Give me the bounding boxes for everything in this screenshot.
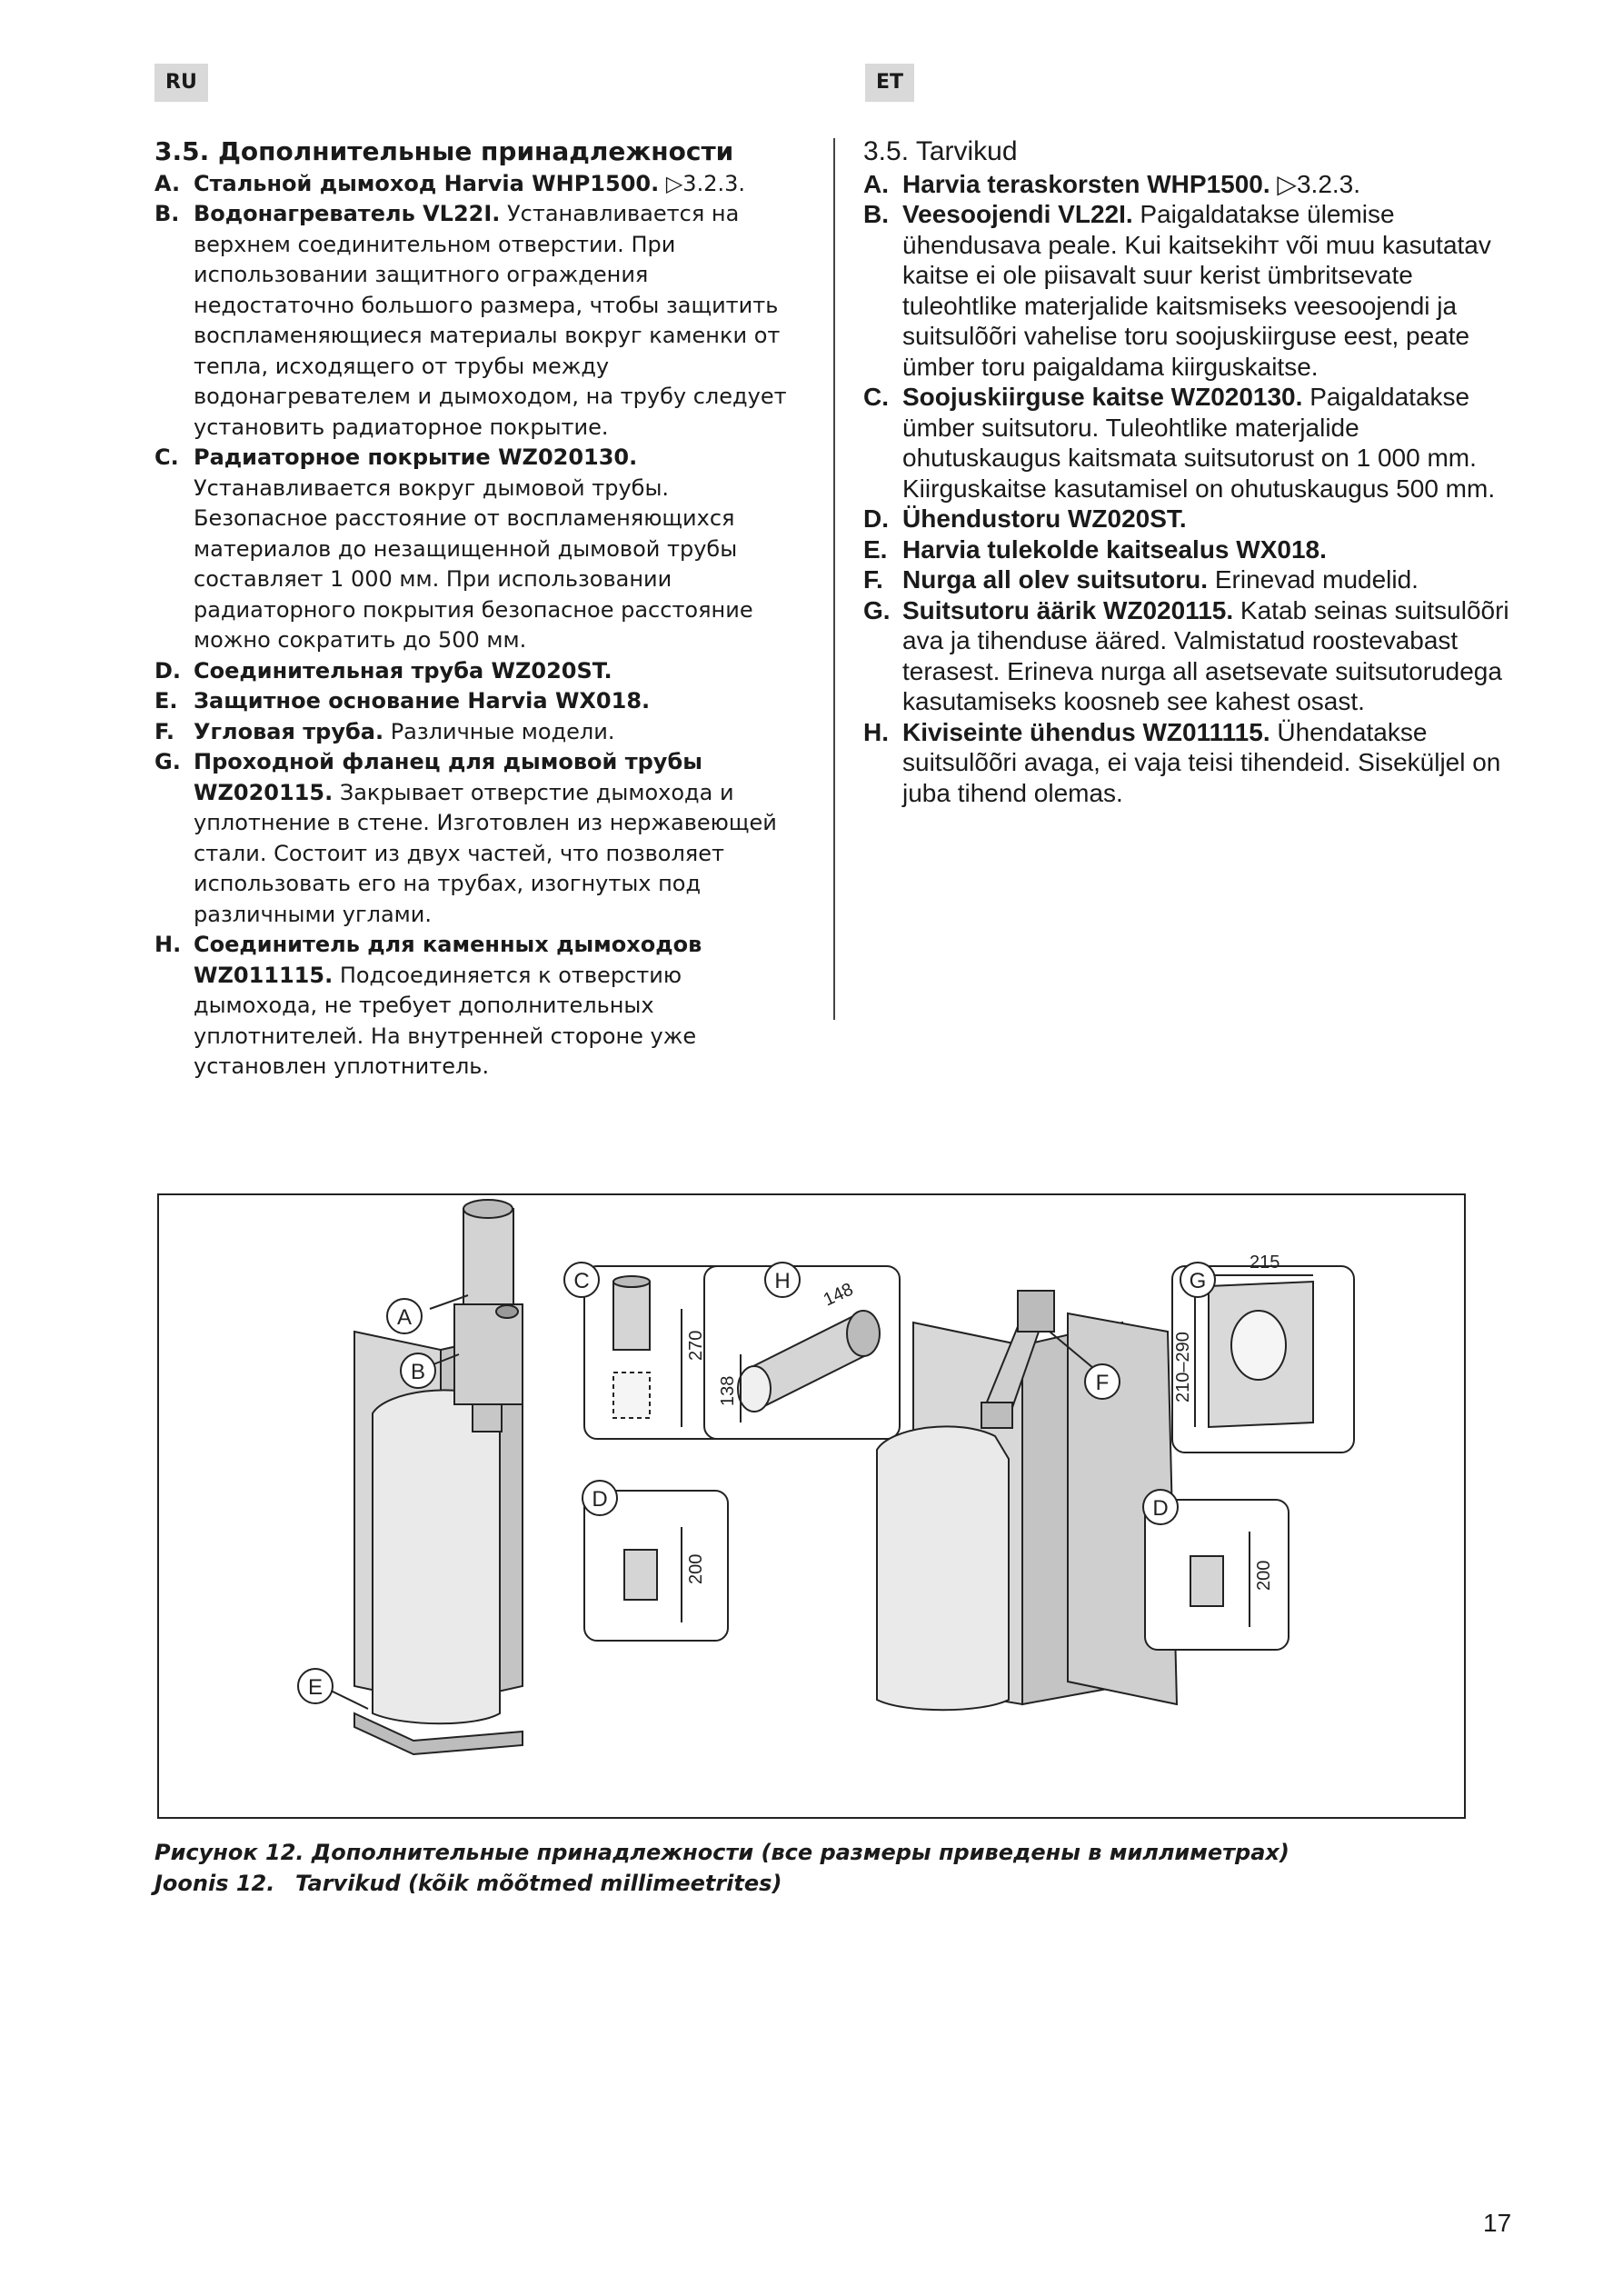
dim-c-270: 270 <box>686 1330 706 1361</box>
item-letter: D. <box>154 657 182 684</box>
item-letter: C. <box>154 444 179 470</box>
et-language-tag: ET <box>865 64 914 102</box>
callout-a: A <box>396 1305 413 1330</box>
ru-column <box>154 136 795 1083</box>
item-text: Различные модели. <box>383 718 615 744</box>
flange <box>1018 1291 1054 1332</box>
item-text: Katab seinas suitsulõõri ava ja tihenduse ääred. Valmistatud roostevabast terasest. Erineva nurga all asetsevate suitsutorudega kasutamiseks koosneb see kahest osast. <box>902 595 1509 715</box>
dim-d-left-200: 200 <box>686 1553 706 1584</box>
et-item-c <box>863 382 1518 504</box>
callout-f: F <box>1095 1371 1110 1395</box>
item-text: ▷3.2.3. <box>1270 169 1361 198</box>
et-item-f <box>863 564 1518 595</box>
item-text: Закрывает отверстие дымохода и уплотнение в стене. Изготовлен из нержавеющей стали. Состоит из двух частей, что позволяет использовать его на трубах, изогнутых под различными углами. <box>194 779 777 927</box>
item-letter: E. <box>863 534 888 564</box>
et-item-d <box>863 504 1518 534</box>
item-letter: H. <box>154 932 182 957</box>
column-divider <box>833 138 835 1020</box>
item-letter: A. <box>863 169 889 198</box>
callout-d-right: D <box>1152 1496 1169 1521</box>
item-text: Paigaldatakse ümber suitsutoru. Tuleohtlike materjalide ohutuskaugus kaitsmata suitsutorust on 1 000 mm. Kiirguskaitse kasutamisel on ohutuskaugus 500 mm. <box>902 383 1496 503</box>
ru-item-g <box>154 747 795 930</box>
item-heading: Harvia tulekolde kaitsealus WX018. <box>902 534 1327 564</box>
dim-h-148: 148 <box>820 1279 857 1311</box>
ru-item-f <box>154 717 795 748</box>
item-heading: Harvia teraskorsten WHP1500. <box>902 169 1270 198</box>
item-heading: Suitsutoru äärik WZ020115. <box>902 595 1234 624</box>
ru-item-c <box>154 443 795 656</box>
item-letter: F. <box>154 718 174 744</box>
et-item-h <box>863 717 1518 809</box>
right-stove-body <box>877 1426 1009 1710</box>
callout-e: E <box>307 1675 324 1700</box>
item-heading: Kiviseinte ühendus WZ011115. <box>902 717 1270 746</box>
item-heading: Проходной фланец для дымовой трубы WZ020115. <box>194 749 702 805</box>
dim-d-right-200: 200 <box>1254 1560 1274 1591</box>
et-item-e <box>863 534 1518 565</box>
item-letter: E. <box>154 688 178 714</box>
callout-c: C <box>573 1269 590 1293</box>
item-letter: H. <box>863 717 889 746</box>
caption-et-text: Tarvikud (kõik mõõtmed millimeetrites) <box>295 1871 782 1896</box>
item-heading: Nurga all olev suitsutoru. <box>902 565 1209 594</box>
item-heading: Соединитель для каменных дымоходов WZ011115. <box>194 932 702 988</box>
item-letter: D. <box>863 504 889 533</box>
item-letter: B. <box>863 200 889 228</box>
item-text: Устанавливается вокруг дымовой трубы. Безопасное расстояние от воспламеняющихся материалов до незащищенной дымовой трубы составляет 1 000 мм. При использовании радиаторного покрытия безопасное расстояние можно сократить до 500 мм. <box>194 474 753 653</box>
et-item-a <box>863 169 1518 200</box>
dim-h-138: 138 <box>718 1375 738 1406</box>
item-heading: Угловая труба. <box>194 718 384 744</box>
ru-item-e <box>154 686 795 717</box>
left-stove-body <box>373 1390 500 1723</box>
item-heading: Соединительная труба WZ020ST. <box>194 657 612 684</box>
callout-g: G <box>1189 1269 1207 1293</box>
figure-caption-et <box>154 1871 782 1896</box>
item-heading: Водонагреватель VL22I. <box>194 201 501 226</box>
item-letter: G. <box>863 595 891 624</box>
ru-section-title: 3.5. Дополнительные принадлежности <box>154 136 734 166</box>
item-letter: B. <box>154 201 180 226</box>
steel-chimney <box>463 1209 513 1304</box>
ru-language-tag: RU <box>154 64 208 102</box>
item-text: Erinevad mudelid. <box>1208 565 1419 594</box>
ru-item-b <box>154 199 795 443</box>
item-text: ▷3.2.3. <box>659 170 745 196</box>
item-text: Paigaldatakse ülemise ühendusava peale. Kui kaitsekihт või muu kasutatav kaitse ei ole piisavalt suur kerist ümbritsevate tuleohtlike materjalide kaitsmiseks veesoojendi ja suitsulõõri vahelise toru soojuskiirguse eest, peate ümber toru paigaldama kiirguskaitse. <box>902 200 1491 381</box>
item-heading: Veesoojendi VL22I. <box>902 200 1133 228</box>
item-heading: Защитное основание Harvia WX018. <box>194 688 651 714</box>
dim-g-215: 215 <box>1250 1253 1280 1273</box>
callout-d-left: D <box>592 1487 608 1512</box>
ru-item-a <box>154 169 795 200</box>
ru-item-d <box>154 656 795 687</box>
callout-h: H <box>774 1269 791 1293</box>
et-column <box>863 136 1518 808</box>
item-heading: Стальной дымоход Harvia WHP1500. <box>194 170 660 196</box>
water-heater <box>454 1304 523 1404</box>
item-heading: Радиаторное покрытие WZ020130. <box>194 444 638 470</box>
accessories-figure <box>157 1193 1466 1819</box>
et-item-g <box>863 595 1518 717</box>
et-item-b <box>863 199 1518 382</box>
item-text: Ühendatakse suitsulõõri avaga, ei vaja teisi tihendeid. Siseküljel on juba tihend olemas. <box>902 717 1501 807</box>
accessories-illustration <box>159 1195 1464 1817</box>
item-heading: Soojuskiirguse kaitse WZ020130. <box>902 383 1303 411</box>
caption-et-number: Joonis 12. <box>154 1871 275 1896</box>
ru-item-h <box>154 930 795 1083</box>
item-letter: A. <box>154 170 181 196</box>
et-section-title: 3.5. Tarvikud <box>863 136 1018 166</box>
item-letter: G. <box>154 749 181 774</box>
item-text: Устанавливается на верхнем соединительном отверстии. При использовании защитного ограждения недостаточно большого размера, чтобы защитить воспламеняющиеся материалы вокруг каменки от тепла, исходящего от трубы между водонагревателем и дымоходом, на трубу следует установить радиаторное покрытие. <box>194 201 787 440</box>
item-heading: Ühendustoru WZ020ST. <box>902 504 1187 533</box>
figure-caption-ru: Рисунок 12. Дополнительные принадлежности (все размеры приведены в миллиметрах) <box>154 1840 1289 1865</box>
callout-b: B <box>410 1360 426 1384</box>
dim-g-210-290: 210–290 <box>1173 1332 1193 1403</box>
item-text: Подсоединяется к отверстию дымохода, не требует дополнительных уплотнителей. На внутренней стороне уже установлен уплотнитель. <box>194 962 697 1079</box>
page-number: 17 <box>1483 2209 1512 2237</box>
item-letter: F. <box>863 565 883 594</box>
item-letter: C. <box>863 383 889 411</box>
